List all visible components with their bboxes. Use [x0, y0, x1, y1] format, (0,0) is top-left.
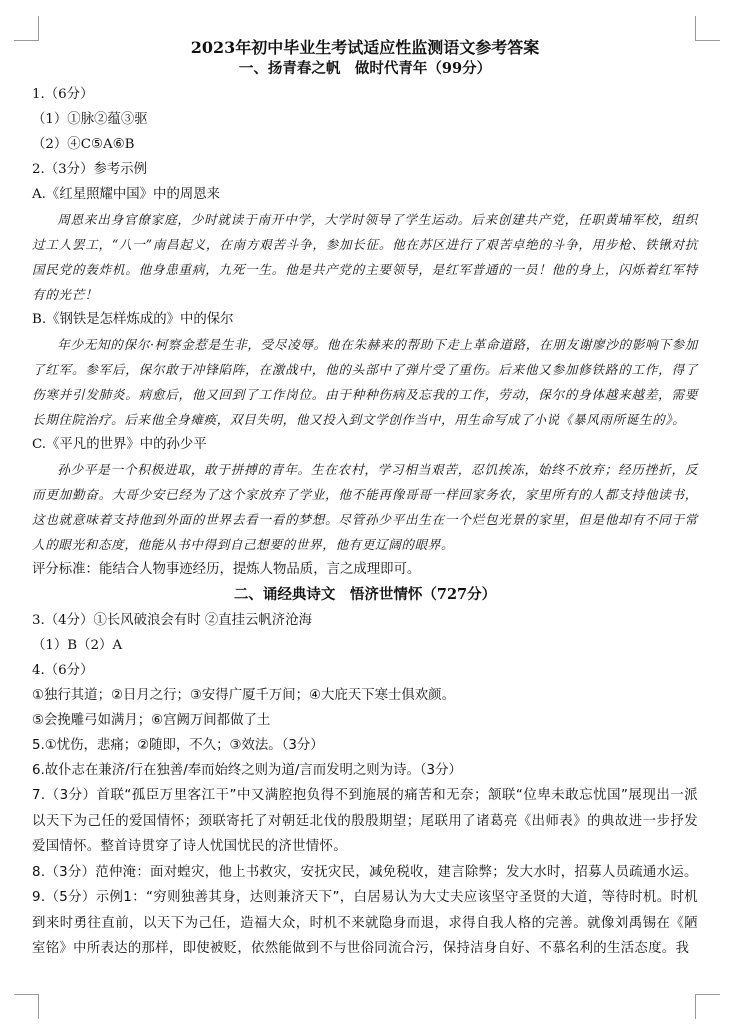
crop-mark-bottom-right [695, 994, 720, 1019]
q2-option-b-text: 年少无知的保尔·柯察金惹是生非，受尽凌辱。他在朱赫来的帮助下走上革命道路，在朋友谢廖沙的影响下参加了红军。参军后，保尔敢于冲锋陷阵，在激战中，他的头部中了弹片受了重伤。后来他又参加修铁路的工作，得了伤寒并引发肺炎。病愈后，他又回到了工作岗位。由于种种伤病及忘我的工作，劳动，保尔的身体越来越差，需要长期住院治疗。后来他全身瘫痪，双目失明，他又投入到文学创作当中，用生命写成了小说《暴风雨所诞生的》。 [32, 337, 698, 427]
q1-answer-1: （1）①脉②蕴③驱 [32, 112, 148, 127]
q2-option-b-title: B.《钢铁是怎样炼成的》中的保尔 [32, 312, 234, 327]
q4-heading: 4.（6分） [32, 663, 94, 678]
q2-option-c-text: 孙少平是一个积极进取，敢于拼搏的青年。生在农村，学习相当艰苦，忍饥挨冻，始终不放弃；经历挫折，反而更加勤奋。大哥少安已经为了这个家放弃了学业，他不能再像哥哥一样回家务农，家里所有的人都支持他读书，这也就意味着支持他到外面的世界去看一看的梦想。尽管孙少平出生在一个烂包光景的家里，但是他却有不同于常人的眼光和态度，他能从书中得到自己想要的世界，他有更辽阔的眼界。 [32, 462, 698, 552]
q2-option-a-title: A.《红星照耀中国》中的周恩来 [32, 187, 221, 202]
section-2-heading: 二、诵经典诗文 悟济世情怀（727分） [233, 586, 497, 603]
crop-mark-bottom-left [14, 994, 39, 1019]
q2-heading: 2.（3分）参考示例 [32, 162, 148, 177]
document-title: 2023年初中毕业生考试适应性监测语文参考答案 [190, 38, 540, 57]
q2-scoring-standard: 评分标准：能结合人物事迹经历，提炼人物品质，言之成理即可。 [32, 562, 421, 577]
q6-answer: 6.故仆志在兼济/行在独善/奉而始终之则为道/言而发明之则为诗。（3分） [32, 763, 462, 778]
crop-mark-top-right [695, 16, 720, 41]
q1-answer-2: （2）④C⑤A⑥B [32, 137, 135, 152]
q7-answer: 7.（3分）首联“孤臣万里客江干”中又满腔抱负得不到施展的痛苦和无奈；颔联“位卑未敢忘忧国”展现出一派以天下为己任的爱国情怀；颈联寄托了对朝廷北伐的殷殷期望；尾联用了诸葛亮《出师表》的典故进一步抒发爱国情怀。整首诗贯穿了诗人忧国忧民的济世情怀。 [32, 788, 698, 854]
q5-answer: 5.①忧伤，悲痛；②随即，不久；③效法。（3分） [32, 738, 324, 753]
q3-answer: （1）B（2）A [32, 638, 123, 653]
q4-answer-2: ⑤会挽雕弓如满月；⑥宫阙万间都做了土 [32, 713, 271, 728]
q2-option-c-title: C.《平凡的世界》中的孙少平 [32, 437, 207, 452]
q1-heading: 1.（6分） [32, 87, 94, 102]
section-1-heading: 一、扬青春之帆 做时代青年（99分） [238, 60, 492, 77]
q8-answer: 8.（3分）范仲淹：面对蝗灾，他上书救灾，安抚灾民，减免税收，建言除弊；发大水时，招募人员疏通水运。 [32, 864, 698, 880]
q2-option-a-text: 周恩来出身官僚家庭，少时就读于南开中学，大学时领导了学生运动。后来创建共产党，任职黄埔军校，组织过工人罢工，“八一”南昌起义，在南方艰苦斗争，参加长征。他在苏区进行了艰苦卓绝的斗争，用步枪、铁锹对抗国民党的轰炸机。他身患重病，九死一生。他是共产党的主要领导，是红军普通的一员！他的身上，闪烁着红军特有的光芒！ [32, 212, 698, 302]
q4-answer-1: ①独行其道；②日月之行；③安得广厦千万间；④大庇天下寒士俱欢颜。 [32, 688, 455, 703]
answer-document [32, 38, 698, 962]
q9-answer: 9.（5分）示例1：“穷则独善其身，达则兼济天下”，白居易认为大丈夫应该坚守圣贤的大道，等待时机。时机到来时勇往直前，以天下为己任，造福大众，时机不来就隐身而退，求得自我人格的完善。就像刘禹锡在《陋室铭》中所表达的那样，即使被贬，依然能做到不与世俗同流合污，保持洁身自好、不慕名利的生活态度。我 [32, 890, 698, 956]
q3-heading: 3.（4分）①长风破浪会有时 ②直挂云帆济沧海 [32, 613, 312, 628]
